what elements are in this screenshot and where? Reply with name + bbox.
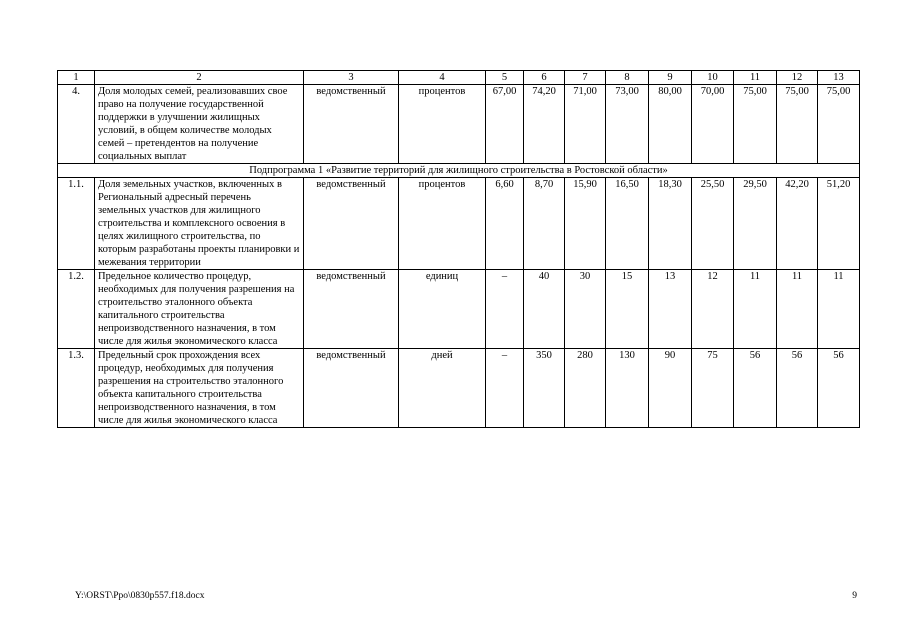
row-number: 1.1.	[58, 178, 95, 270]
indicator-type: ведомственный	[304, 85, 399, 164]
row-number: 1.3.	[58, 349, 95, 428]
value-cell: 75,00	[818, 85, 860, 164]
header-row	[58, 71, 860, 85]
page-number: 9	[852, 591, 857, 601]
indicator-name: Предельный срок прохождения всех процедур, необходимых для получения разрешения на строительство эталонного объекта капитального строительства непроизводственного назначения, в том числе для жилья экономического класса	[95, 349, 304, 428]
table-row	[58, 270, 860, 349]
value-cell: 51,20	[818, 178, 860, 270]
value-cell: –	[486, 270, 524, 349]
value-cell: 13	[649, 270, 692, 349]
value-cell: 8,70	[524, 178, 565, 270]
indicator-type: ведомственный	[304, 349, 399, 428]
footer-file-path: Y:\ORST\Ppo\0830p557.f18.docx	[75, 591, 205, 601]
value-cell: 15,90	[565, 178, 606, 270]
value-cell: 350	[524, 349, 565, 428]
table-row	[58, 85, 860, 164]
table-row	[58, 349, 860, 428]
value-cell: 12	[692, 270, 734, 349]
header-cell: 8	[606, 71, 649, 85]
header-cell: 5	[486, 71, 524, 85]
header-cell: 12	[777, 71, 818, 85]
value-cell: 56	[734, 349, 777, 428]
indicator-name: Предельное количество процедур, необходимых для получения разрешения на строительство эталонного объекта капитального строительства непроизводственного назначения, в том числе для жилья экономического класса	[95, 270, 304, 349]
header-cell: 7	[565, 71, 606, 85]
indicator-type: ведомственный	[304, 270, 399, 349]
indicator-unit: процентов	[399, 85, 486, 164]
value-cell: 56	[777, 349, 818, 428]
value-cell: 67,00	[486, 85, 524, 164]
value-cell: 90	[649, 349, 692, 428]
subprogram-title: Подпрограмма 1 «Развитие территорий для жилищного строительства в Ростовской области»	[58, 164, 860, 178]
value-cell: 73,00	[606, 85, 649, 164]
value-cell: 74,20	[524, 85, 565, 164]
header-cell: 4	[399, 71, 486, 85]
header-cell: 6	[524, 71, 565, 85]
header-cell: 13	[818, 71, 860, 85]
value-cell: 75,00	[734, 85, 777, 164]
header-cell: 2	[95, 71, 304, 85]
value-cell: 42,20	[777, 178, 818, 270]
value-cell: 71,00	[565, 85, 606, 164]
indicator-name: Доля земельных участков, включенных в Региональный адресный перечень земельных участков для жилищного строительства и комплексного освоения в целях жилищного строительства, по которым разработаны проекты планировки и межевания территории	[95, 178, 304, 270]
indicator-unit: дней	[399, 349, 486, 428]
header-cell: 10	[692, 71, 734, 85]
header-cell: 9	[649, 71, 692, 85]
header-cell: 1	[58, 71, 95, 85]
table-row	[58, 178, 860, 270]
value-cell: 15	[606, 270, 649, 349]
header-cell: 3	[304, 71, 399, 85]
indicator-type: ведомственный	[304, 178, 399, 270]
value-cell: 280	[565, 349, 606, 428]
value-cell: 40	[524, 270, 565, 349]
value-cell: 6,60	[486, 178, 524, 270]
row-number: 4.	[58, 85, 95, 164]
value-cell: 75,00	[777, 85, 818, 164]
value-cell: 11	[818, 270, 860, 349]
indicator-name: Доля молодых семей, реализовавших свое право на получение государственной поддержки в улучшении жилищных условий, в общем количестве молодых семей – претендентов на получение социальных выплат	[95, 85, 304, 164]
value-cell: 70,00	[692, 85, 734, 164]
value-cell: 56	[818, 349, 860, 428]
value-cell: 11	[777, 270, 818, 349]
value-cell: 29,50	[734, 178, 777, 270]
value-cell: 18,30	[649, 178, 692, 270]
value-cell: 16,50	[606, 178, 649, 270]
row-number: 1.2.	[58, 270, 95, 349]
value-cell: 80,00	[649, 85, 692, 164]
value-cell: 30	[565, 270, 606, 349]
subprogram-row	[58, 164, 860, 178]
header-cell: 11	[734, 71, 777, 85]
value-cell: 75	[692, 349, 734, 428]
value-cell: –	[486, 349, 524, 428]
indicator-unit: единиц	[399, 270, 486, 349]
value-cell: 130	[606, 349, 649, 428]
indicators-table	[57, 70, 860, 428]
value-cell: 11	[734, 270, 777, 349]
indicator-unit: процентов	[399, 178, 486, 270]
value-cell: 25,50	[692, 178, 734, 270]
